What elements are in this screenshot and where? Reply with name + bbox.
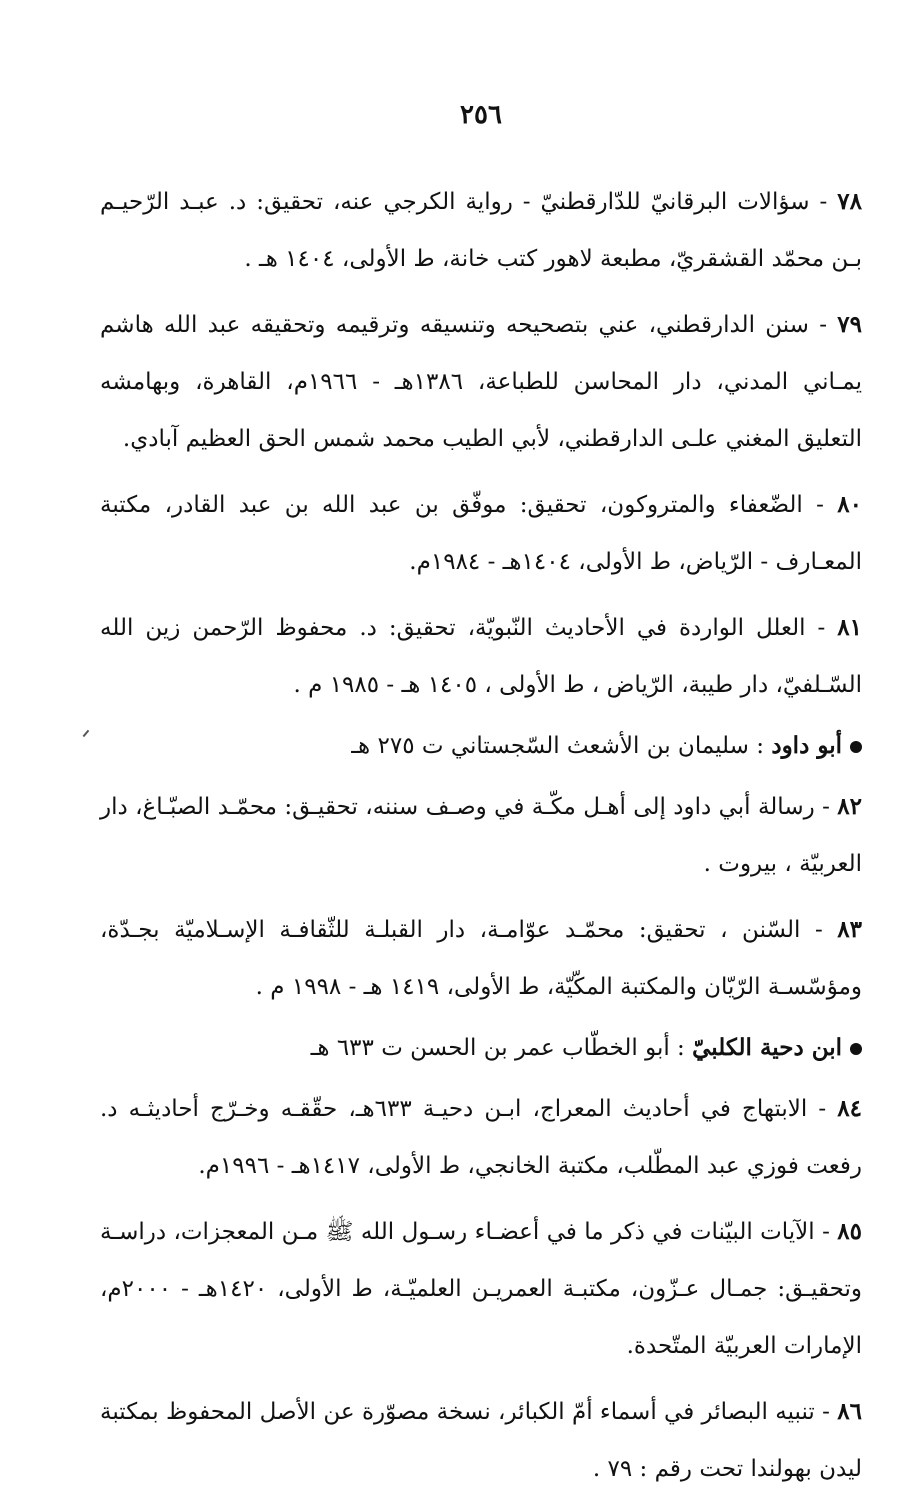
entry-text: تنبيه البصائر في أسماء أمّ الكبائر، نسخة مصوّرة عن الأصل المحفوظ بمكتبة ليدن بهولندا تحت رقم : ٧٩ . — [100, 1399, 862, 1482]
author-heading — [100, 722, 862, 770]
bibliography-entry — [100, 1080, 862, 1195]
entry-text: الابتهاج في أحاديث المعراج، ابـن دحيـة ٦٣٣هـ، حقّقـه وخـرّج أحاديثـه د. رفعت فوزي عبد المطّلب، مكتبة الخانجي، ط الأولى، ١٤١٧هـ - ١٩٩٦م. — [100, 1096, 862, 1179]
margin-mark — [83, 730, 96, 743]
entry-separator: - — [814, 1399, 838, 1425]
bibliography-entry — [100, 296, 862, 468]
entry-number: ٨٣ — [837, 916, 862, 943]
entry-separator: - — [805, 615, 838, 641]
entry-separator: - — [809, 189, 838, 215]
bullet-icon — [850, 741, 862, 753]
entry-number: ٨١ — [837, 614, 862, 641]
bibliography-entry — [100, 476, 862, 591]
book-page — [100, 95, 862, 1506]
author-name: ابن دحية الكلبيّ — [692, 1034, 842, 1061]
entry-separator: - — [807, 1096, 838, 1122]
entry-text: السّنن ، تحقيق: محمّـد عوّامـة، دار القبلـة للثّقافـة الإسـلاميّة بجـدّة، ومؤسّسـة الرّيّان والمكتبة المكّيّة، ط الأولى، ١٤١٩ هـ - ١٩٩٨ م . — [100, 917, 862, 1000]
bullet-icon — [850, 1043, 862, 1055]
entry-text: الآيات البيّنات في ذكر ما في أعضـاء رسـول الله ﷺ مـن المعجزات، دراسـة وتحقيـق: جمـال عـزّون، مكتبـة العمريـن العلميّـة، ط الأولى، ١٤٢٠هـ - ٢٠٠٠م، الإمارات العربيّة المتّحدة. — [100, 1219, 863, 1359]
entry-separator: - — [800, 917, 838, 943]
entry-number: ٧٩ — [837, 311, 862, 338]
author-details: : أبو الخطّاب عمر بن الحسن ت ٦٣٣ هـ — [310, 1035, 693, 1061]
entry-text: سنن الدارقطني، عني بتصحيحه وتنسيقه وترقيمه وتحقيقه عبد الله هاشم يمـاني المدني، دار المحاسن للطباعة، ١٣٨٦هـ - ١٩٦٦م، القاهرة، وبهامشه التعليق المغني علـى الدارقطني، لأبي الطيب محمد شمس الحق العظيم آبادي. — [100, 312, 862, 452]
entry-number: ٨٠ — [837, 491, 862, 518]
entry-text: العلل الواردة في الأحاديث النّبويّة، تحقيق: د. محفوظ الرّحمن زين الله السّـلفيّ، دار طيبة، الرّياض ، ط الأولى ، ١٤٠٥ هـ - ١٩٨٥ م . — [100, 615, 862, 698]
page-number: ٢٥٦ — [460, 100, 502, 130]
author-name: أبو داود — [771, 732, 842, 759]
entry-number: ٨٦ — [837, 1398, 862, 1425]
bibliography-entry — [100, 173, 862, 288]
bibliography-entry — [100, 1383, 862, 1498]
entry-text: الضّعفاء والمتروكون، تحقيق: موفّق بن عبد الله بن عبد القادر، مكتبة المعـارف - الرّياض، ط الأولى، ١٤٠٤هـ - ١٩٨٤م. — [100, 492, 862, 575]
author-heading — [100, 1024, 862, 1072]
bibliography-entry — [100, 599, 862, 714]
entry-separator: - — [808, 312, 838, 338]
bibliography-entry — [100, 901, 862, 1016]
entry-text: رسالة أبي داود إلى أهـل مكّـة في وصـف سننه، تحقيـق: محمّـد الصبّـاغ، دار العربيّة ، بيروت . — [100, 794, 862, 877]
entry-number: ٨٤ — [837, 1095, 862, 1122]
entry-number: ٨٢ — [837, 793, 862, 820]
entry-separator: - — [814, 1219, 838, 1245]
entry-number: ٧٨ — [837, 188, 862, 215]
entry-separator: - — [814, 794, 838, 820]
entry-separator: - — [802, 492, 838, 518]
entry-text: سؤالات البرقانيّ للدّارقطنيّ - رواية الكرجي عنه، تحقيق: د. عبـد الرّحيـم بـن محمّد القشقريّ، مطبعة لاهور كتب خانة، ط الأولى، ١٤٠٤ هـ . — [100, 189, 862, 272]
entry-number: ٨٥ — [837, 1218, 862, 1245]
bibliography-entry — [100, 778, 862, 893]
bibliography-entry — [100, 1203, 862, 1375]
author-details: : سليمان بن الأشعث السّجستاني ت ٢٧٥ هـ — [351, 733, 772, 759]
